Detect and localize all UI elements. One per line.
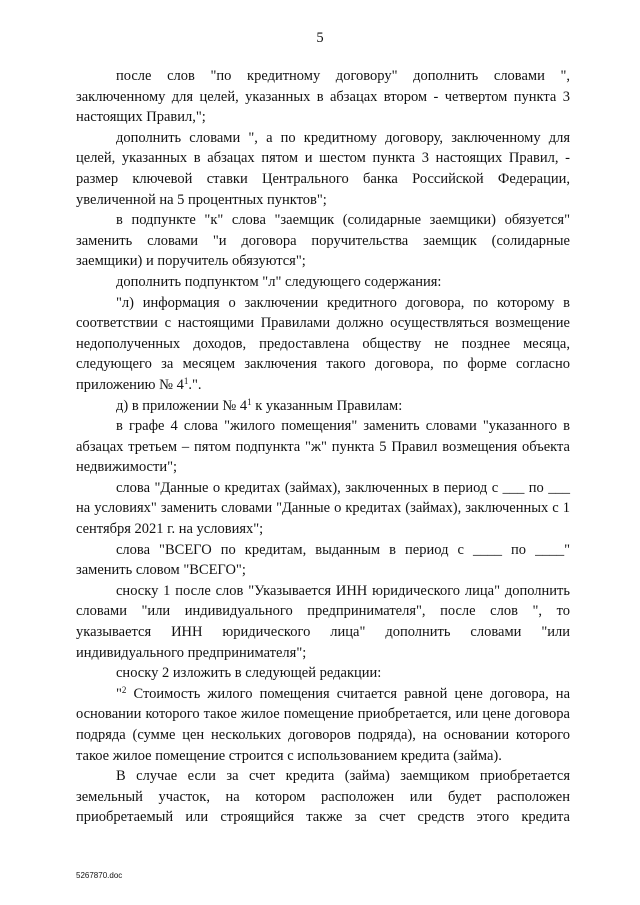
superscript: 2 bbox=[121, 684, 127, 695]
paragraph: слова "Данные о кредитах (займах), заключенных в период с ___ по ___ на условиях" заменить словами "Данные о кредитах (займах), заключенных с 1 сентября 2021 г. на условиях"; bbox=[76, 479, 570, 538]
document-file-code: 5267870.doc bbox=[76, 871, 123, 880]
paragraph: дополнить словами ", а по кредитному договору, заключенному для целей, указанных в абзацах пятом и шестом пункта 3 настоящих Правил, - размер ключевой ставки Центрального банка Российской Федерации, увеличенной на 5 процентных пунктов"; bbox=[76, 129, 570, 208]
paragraph: слова "ВСЕГО по кредитам, выданным в период с ____ по ____" заменить словом "ВСЕГО"; bbox=[76, 541, 570, 579]
paragraph: сноску 1 после слов "Указывается ИНН юридического лица" дополнить словами "или индивидуального предпринимателя", после слов ", то указывается ИНН юридического лица" дополнить словами "или индивидуального предпринимателя"; bbox=[76, 582, 570, 661]
paragraph: в подпункте "к" слова "заемщик (солидарные заемщики) обязуется" заменить словами "и договора поручительства заемщик (солидарные заемщики) и поручитель обязуются"; bbox=[76, 212, 570, 270]
paragraph-text: "л) информация о заключении кредитного договора, по которому в соответствии с настоящими Правилами должно осуществляться возмещение недополученных доходов, предоставлена обществу не позднее месяца, следующего за месяцем заключения такого договора, по форме согласно приложению № 4 bbox=[76, 294, 570, 393]
paragraph: сноску 2 изложить в следующей редакции: bbox=[116, 665, 382, 682]
page-number: 5 bbox=[316, 30, 324, 46]
superscript: 1 bbox=[247, 396, 252, 407]
paragraph-tail: .". bbox=[188, 376, 202, 393]
paragraph: дополнить подпунктом "л" следующего содержания: bbox=[116, 273, 442, 290]
document-body bbox=[76, 66, 570, 828]
quote-mark: " bbox=[116, 685, 122, 702]
paragraph: после слов "по кредитному договору" дополнить словами ", заключенному для целей, указанных в абзацах втором - четвертом пункта 3 настоящих Правил,"; bbox=[76, 68, 570, 126]
paragraph-text: Стоимость жилого помещения считается равной цене договора, на основании которого такое жилое помещение приобретается, или цене договора подряда (сумме цен нескольких договоров подряда), на основании которого такое жилое помещение строится с использованием кредита (займа). bbox=[76, 685, 570, 764]
paragraph-subpoint-d bbox=[76, 396, 570, 417]
footnote-2-text bbox=[76, 684, 570, 766]
paragraph-text: д) в приложении № 4 bbox=[116, 397, 248, 414]
paragraph-tail: к указанным Правилам: bbox=[251, 397, 403, 414]
paragraph: в графе 4 слова "жилого помещения" заменить словами "указанного в абзацах третьем – пятом подпункта "ж" пункта 5 Правил возмещения объекта недвижимости"; bbox=[76, 418, 570, 476]
paragraph: В случае если за счет кредита (займа) заемщиком приобретается земельный участок, на котором расположен или будет расположен приобретаемый или строящийся также за счет средств этого кредита bbox=[76, 768, 570, 826]
paragraph-subpoint-l bbox=[76, 293, 570, 396]
superscript: 1 bbox=[183, 375, 189, 386]
